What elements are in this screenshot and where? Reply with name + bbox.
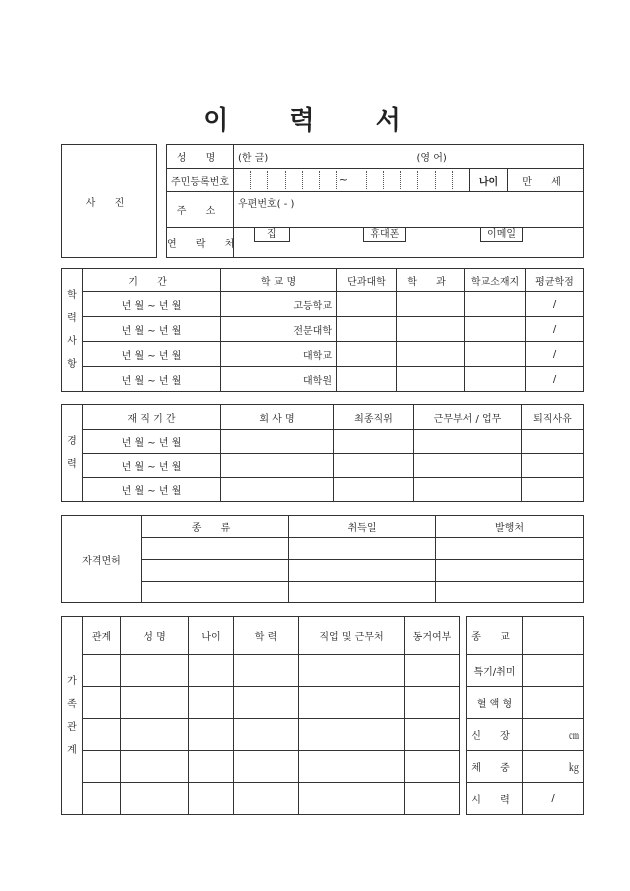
table-row — [62, 454, 584, 478]
rrn-label: 주민등록번호 — [167, 169, 234, 192]
edu-header-major: 학 과 — [397, 269, 465, 292]
edu-major[interactable] — [397, 292, 465, 317]
edu-period[interactable]: 년 월 ~ 년 월 — [83, 292, 221, 317]
edu-college[interactable] — [337, 317, 397, 342]
table-row — [62, 430, 584, 454]
career-reason[interactable] — [522, 430, 584, 454]
table-row — [62, 783, 584, 815]
table-row — [62, 751, 584, 783]
career-company[interactable] — [221, 478, 334, 502]
hobby-label: 특기/취미 — [467, 655, 523, 687]
religion-field[interactable] — [523, 617, 584, 655]
edu-gpa[interactable]: / — [526, 342, 584, 367]
blood-type-label: 혈 액 형 — [467, 687, 523, 719]
weight-label: 체 중 — [467, 751, 523, 783]
table-row — [62, 719, 584, 751]
edu-period[interactable]: 년 월 ~ 년 월 — [83, 317, 221, 342]
career-position[interactable] — [334, 454, 414, 478]
career-header-period: 재 직 기 간 — [83, 405, 221, 430]
name-kor-label: (한 글) — [238, 153, 269, 164]
rrn-separator: ~ — [338, 173, 349, 186]
edu-header-college: 단과대학 — [337, 269, 397, 292]
license-header-issuer: 발행처 — [436, 516, 584, 538]
email-tag: 이메일 — [480, 228, 523, 242]
education-table — [61, 268, 584, 392]
family-header-age: 나이 — [189, 617, 234, 655]
name-field[interactable] — [234, 145, 584, 169]
edu-gpa[interactable]: / — [526, 292, 584, 317]
family-section-label: 가 족 관 계 — [62, 617, 83, 815]
edu-period[interactable]: 년 월 ~ 년 월 — [83, 367, 221, 392]
career-table — [61, 404, 584, 502]
family-header-name: 성 명 — [121, 617, 189, 655]
edu-header-gpa: 평균학점 — [526, 269, 584, 292]
family-table — [61, 616, 584, 815]
career-header-position: 최종직위 — [334, 405, 414, 430]
table-row — [62, 292, 584, 317]
edu-college[interactable] — [337, 342, 397, 367]
contact-field[interactable] — [234, 228, 584, 258]
career-period[interactable]: 년 월 ~ 년 월 — [83, 430, 221, 454]
edu-major[interactable] — [397, 367, 465, 392]
license-section-label: 자격면허 — [62, 516, 142, 603]
table-row — [62, 317, 584, 342]
edu-header-location: 학교소재지 — [465, 269, 526, 292]
weight-field[interactable]: ㎏ — [523, 751, 584, 783]
rrn-field[interactable] — [234, 169, 470, 192]
address-label: 주 소 — [167, 192, 234, 228]
age-label: 나이 — [470, 169, 508, 192]
edu-period[interactable]: 년 월 ~ 년 월 — [83, 342, 221, 367]
religion-label: 종 교 — [467, 617, 523, 655]
edu-major[interactable] — [397, 317, 465, 342]
career-dept[interactable] — [414, 430, 522, 454]
page-title: 이 력 서 — [203, 106, 427, 136]
career-dept[interactable] — [414, 454, 522, 478]
photo-box[interactable]: 사 진 — [62, 145, 157, 258]
license-header-type: 종 류 — [142, 516, 289, 538]
edu-college[interactable] — [337, 367, 397, 392]
edu-school[interactable]: 고등학교 — [221, 292, 337, 317]
family-header-job: 직업 및 근무처 — [299, 617, 405, 655]
age-field[interactable]: 만 세 — [508, 169, 584, 192]
edu-header-period: 기 간 — [83, 269, 221, 292]
career-dept[interactable] — [414, 478, 522, 502]
edu-location[interactable] — [465, 317, 526, 342]
career-header-reason: 퇴직사유 — [522, 405, 584, 430]
edu-school[interactable]: 전문대학 — [221, 317, 337, 342]
edu-college[interactable] — [337, 292, 397, 317]
career-period[interactable]: 년 월 ~ 년 월 — [83, 454, 221, 478]
blood-type-field[interactable] — [523, 687, 584, 719]
edu-location[interactable] — [465, 292, 526, 317]
career-header-dept: 근무부서 / 업무 — [414, 405, 522, 430]
license-header-date: 취득일 — [289, 516, 436, 538]
family-header-relation: 관계 — [83, 617, 121, 655]
vision-field[interactable]: / — [523, 783, 584, 815]
personal-info-table — [61, 144, 584, 258]
name-label: 성 명 — [167, 145, 234, 169]
edu-school[interactable]: 대학교 — [221, 342, 337, 367]
table-row — [62, 367, 584, 392]
edu-school[interactable]: 대학원 — [221, 367, 337, 392]
edu-gpa[interactable]: / — [526, 367, 584, 392]
table-row — [62, 478, 584, 502]
table-row — [62, 342, 584, 367]
career-position[interactable] — [334, 430, 414, 454]
address-field[interactable] — [234, 192, 584, 228]
edu-gpa[interactable]: / — [526, 317, 584, 342]
table-row — [62, 687, 584, 719]
home-phone-tag: 집 — [254, 228, 290, 242]
edu-header-school: 학 교 명 — [221, 269, 337, 292]
mobile-phone-tag: 휴대폰 — [363, 228, 406, 242]
table-row — [62, 655, 584, 687]
career-company[interactable] — [221, 454, 334, 478]
vision-label: 시 력 — [467, 783, 523, 815]
family-header-cohabit: 동거여부 — [405, 617, 460, 655]
family-header-education: 학 력 — [234, 617, 299, 655]
career-reason[interactable] — [522, 454, 584, 478]
edu-major[interactable] — [397, 342, 465, 367]
contact-label: 연 락 처 — [167, 228, 234, 258]
career-header-company: 회 사 명 — [221, 405, 334, 430]
edu-location[interactable] — [465, 342, 526, 367]
hobby-field[interactable] — [523, 655, 584, 687]
career-section-label: 경 력 — [62, 405, 83, 502]
career-reason[interactable] — [522, 478, 584, 502]
height-label: 신 장 — [467, 719, 523, 751]
career-position[interactable] — [334, 478, 414, 502]
name-eng-label: (영 어) — [416, 153, 447, 164]
height-field[interactable]: ㎝ — [523, 719, 584, 751]
career-company[interactable] — [221, 430, 334, 454]
career-period[interactable]: 년 월 ~ 년 월 — [83, 478, 221, 502]
postal-code-label: 우편번호( - ) — [238, 199, 295, 210]
license-table — [61, 515, 584, 603]
edu-location[interactable] — [465, 367, 526, 392]
education-section-label: 학 력 사 항 — [62, 269, 83, 392]
